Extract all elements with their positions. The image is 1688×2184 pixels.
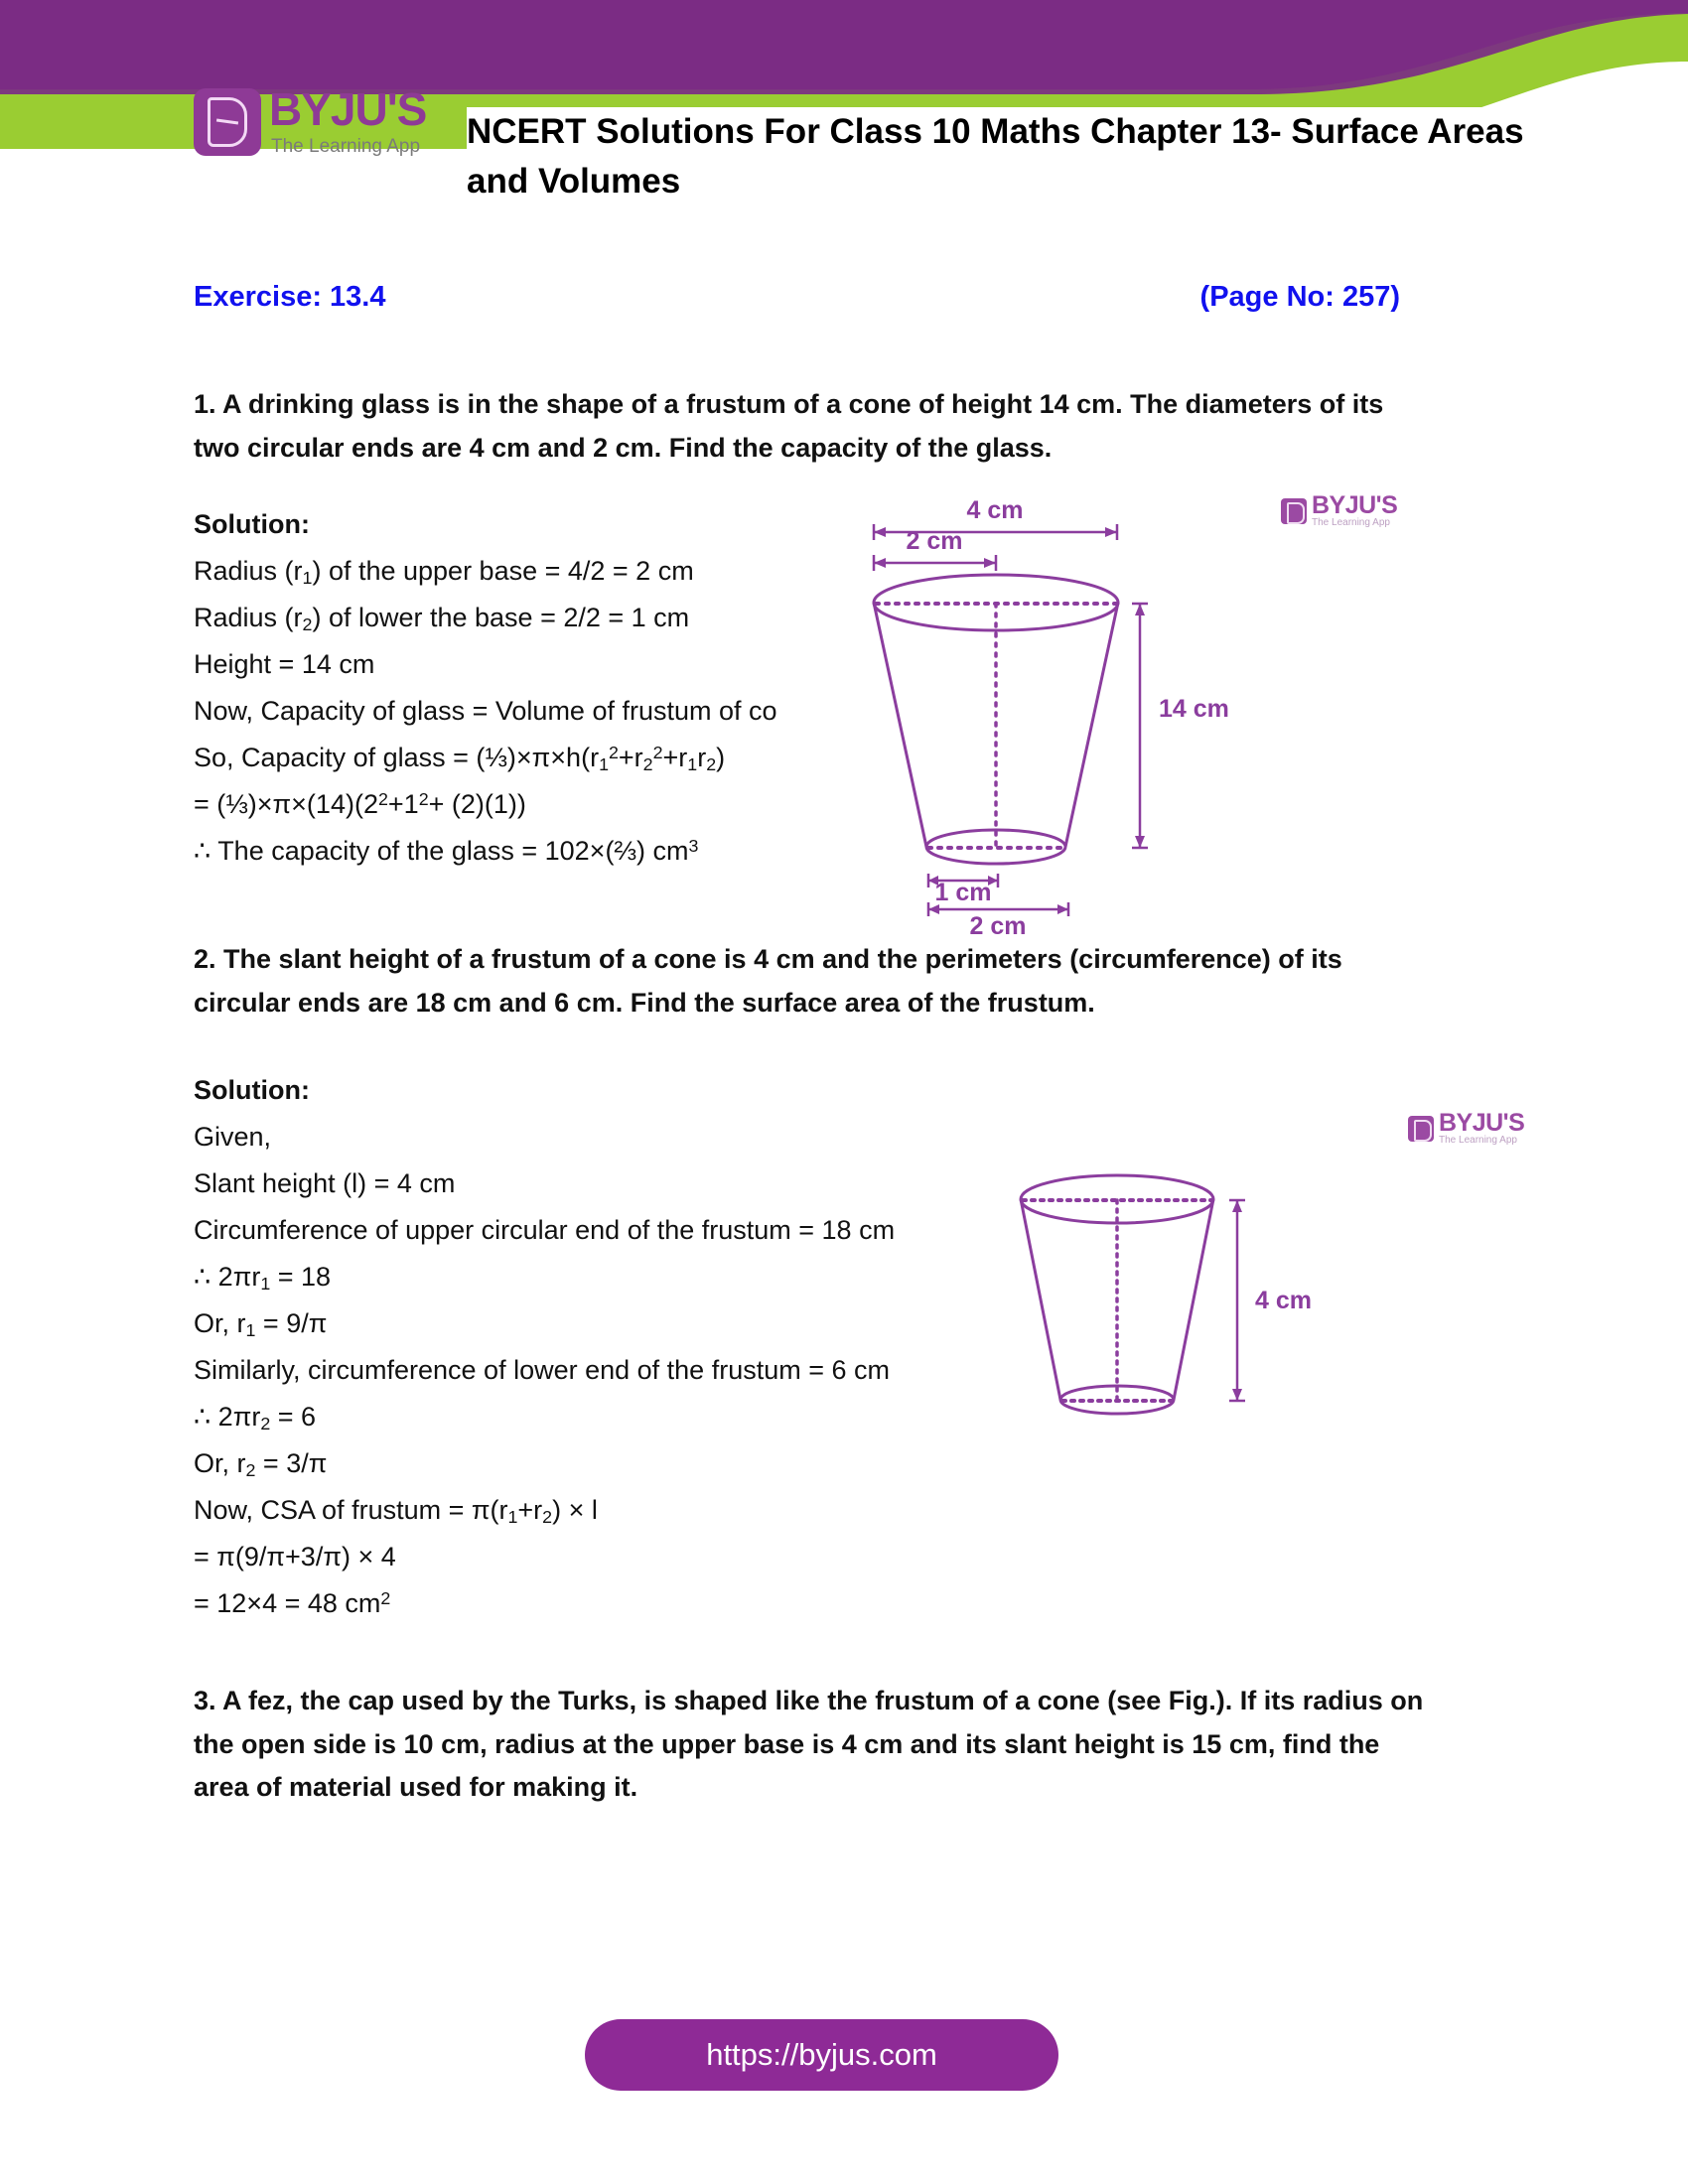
byjus-watermark-2: [1408, 1109, 1525, 1146]
fig1-bottom-radius-label: 1 cm: [934, 879, 992, 906]
question-1-text: 1. A drinking glass is in the shape of a frustum of a cone of height 14 cm. The diameters of its two circular ends are 4 cm and 2 cm. Find the capacity of the glass.: [194, 389, 1384, 463]
question-2-text: 2. The slant height of a frustum of a cone is 4 cm and the perimeters (circumference) of its circular ends are 18 cm and 6 cm. Find the surface area of the frustum.: [194, 944, 1342, 1018]
frustum-diagram-2: [993, 1152, 1311, 1454]
watermark-tagline: The Learning App: [1439, 1134, 1517, 1146]
solution-1-line-7: ∴ The capacity of the glass = 102×(⅔) $cm^3$: [194, 836, 699, 867]
solution-2-line-5: Or, $r_1 = 9/\pi$: [194, 1308, 328, 1340]
byjus-tagline: The Learning App: [271, 136, 421, 157]
byjus-b-logo-icon: [1408, 1116, 1434, 1142]
solution-2-line-3: Circumference of upper circular end of the frustum = 18 cm: [194, 1215, 896, 1245]
solution-1-line-5: So, Capacity of glass = $(\frac{1}{3})\times\pi\times h(r_1^2+r_2^2+r_1r_2)$: [194, 743, 726, 774]
solution-2-line-1: Given,: [194, 1122, 272, 1152]
byjus-b-logo-icon: [194, 88, 261, 156]
fig1-height-label: 14 cm: [1159, 695, 1229, 723]
page-number-label: (Page No: 257): [1199, 281, 1400, 313]
solution-2-line-6: Similarly, circumference of lower end of the frustum = 6 cm: [194, 1355, 890, 1385]
solution-2-line-9: Now, CSA of frustum = $\pi(r_1+r_2) \times l$: [194, 1495, 598, 1527]
solution-2-line-2: Slant height (l) = 4 cm: [194, 1168, 456, 1198]
solution-2-line-11: = 12×4 = 48 $cm^2$: [194, 1588, 391, 1619]
fig1-top-radius-label: 2 cm: [906, 527, 963, 555]
frustum-diagram-1: [824, 491, 1291, 940]
fig1-top-diameter-label: 4 cm: [966, 496, 1024, 524]
byjus-b-logo-icon: [1281, 498, 1307, 524]
watermark-tagline: The Learning App: [1312, 516, 1390, 528]
fig1-bottom-diameter-label: 2 cm: [969, 912, 1027, 940]
watermark-wordmark: BYJU'S: [1439, 1109, 1525, 1137]
solution-2-line-4: ∴ $2\pi r_1 = 18$: [194, 1262, 332, 1294]
fig2-slant-height-label: 4 cm: [1255, 1287, 1312, 1314]
solution-1-line-3: Height = 14 cm: [194, 649, 375, 679]
byjus-watermark-1: [1281, 491, 1398, 528]
solution-1-line-6: = $(\frac{1}{3})\times\pi\times(14)(2^2+1^2+ (2)(1))$: [194, 789, 526, 820]
byjus-wordmark: BYJU'S: [269, 83, 427, 135]
byjus-url-button[interactable]: https://byjus.com: [585, 2019, 1058, 2091]
solution-2-line-7: ∴ $2\pi r_2 = 6$: [194, 1402, 317, 1433]
solution-2-line-10: = π(9/π+3/π) × 4: [194, 1542, 396, 1571]
solution-1-heading: Solution:: [194, 509, 310, 539]
solution-2-line-8: Or, $r_2 = 3/\pi$: [194, 1448, 328, 1480]
page-title: NCERT Solutions For Class 10 Maths Chapter 13- Surface Areas and Volumes: [467, 107, 1549, 205]
byjus-logo: [194, 84, 467, 162]
watermark-wordmark: BYJU'S: [1312, 491, 1398, 519]
solution-2-heading: Solution:: [194, 1075, 310, 1105]
solution-1-line-2: Radius $(r_2)$ of lower the base = 2/2 = 1 cm: [194, 603, 690, 634]
solution-1-line-1: Radius $(r_1)$ of the upper base = 4/2 = 2 cm: [194, 556, 694, 588]
question-3-text: 3. A fez, the cap used by the Turks, is shaped like the frustum of a cone (see Fig.). If its radius on the open side is 10 cm, radius at the upper base is 4 cm and its slant height is 15 cm, find the area of material used for making it.: [194, 1686, 1424, 1803]
exercise-header-row: [194, 281, 1400, 314]
solution-1-line-4: Now, Capacity of glass = Volume of frustum of co: [194, 696, 777, 726]
exercise-label: Exercise: 13.4: [194, 281, 386, 313]
